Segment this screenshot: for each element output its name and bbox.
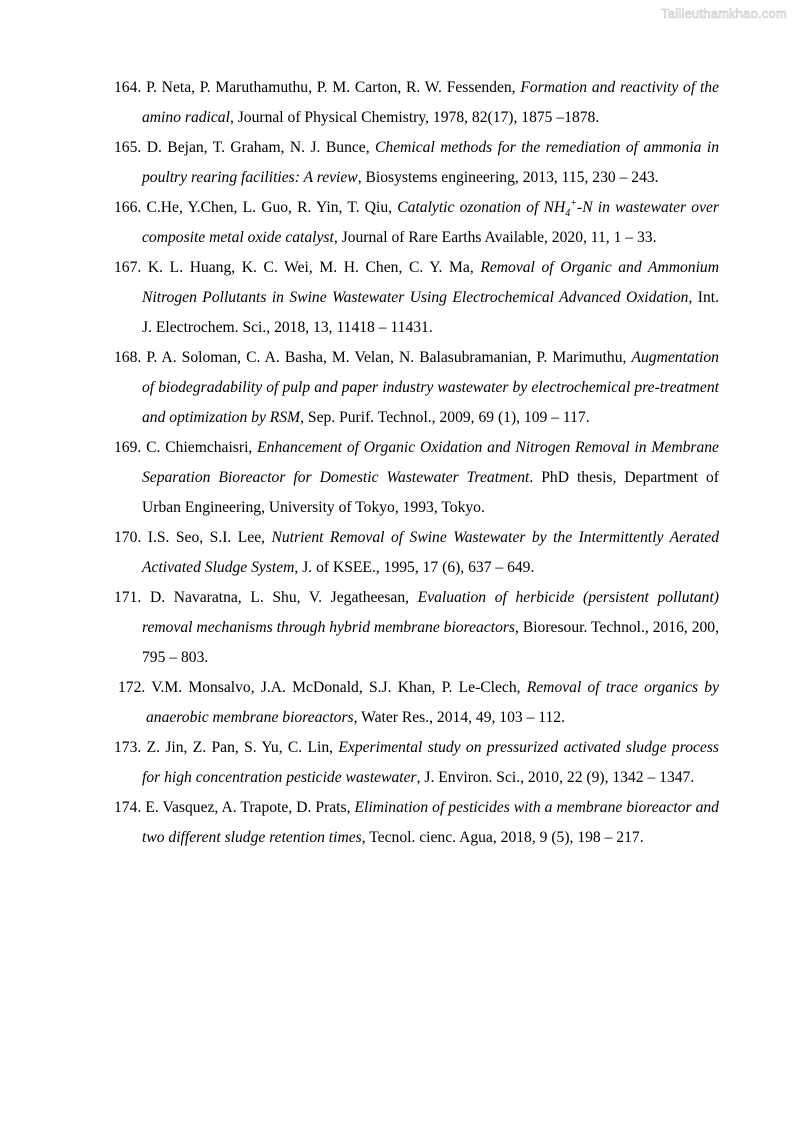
reference-authors: D. Navaratna, L. Shu, V. Jegatheesan, — [149, 589, 418, 606]
reference-title-part: -N in wastewater over composite metal oxide catalyst — [142, 199, 719, 246]
reference-authors: E. Vasquez, A. Trapote, D. Prats, — [145, 799, 355, 816]
reference-authors: C. Chiemchaisri, — [146, 439, 258, 456]
reference-item-167 — [114, 253, 719, 343]
reference-item-171 — [114, 583, 719, 673]
reference-source: , Journal of Rare Earths Available, 2020, 11, 1 – 33. — [333, 229, 657, 246]
reference-title: Experimental study on pressurized activated sludge process for high concentration pesticide wastewater — [142, 739, 719, 786]
reference-item-165 — [114, 133, 719, 193]
reference-authors: Z. Jin, Z. Pan, S. Yu, C. Lin, — [146, 739, 339, 756]
subscript: 4 — [565, 208, 571, 220]
reference-number: 165. — [114, 139, 142, 156]
reference-title: Formation and reactivity of the amino radical — [142, 79, 720, 126]
reference-source: , J. Environ. Sci., 2010, 22 (9), 1342 – 1347. — [416, 769, 695, 786]
reference-title: Evaluation of herbicide (persistent pollutant) removal mechanisms through hybrid membrane bioreactors — [142, 589, 719, 636]
reference-item-173 — [114, 733, 719, 793]
reference-item-168 — [114, 343, 719, 433]
reference-number: 169. — [114, 439, 142, 456]
reference-source: , Water Res., 2014, 49, 103 – 112. — [353, 709, 565, 726]
reference-title-part: Catalytic ozonation of NH — [397, 199, 566, 216]
reference-number: 171. — [114, 589, 142, 606]
reference-authors: K. L. Huang, K. C. Wei, M. H. Chen, C. Y. Ma, — [147, 259, 481, 276]
reference-number: 164. — [114, 79, 142, 96]
reference-title: Removal of Organic and Ammonium Nitrogen Pollutants in Swine Wastewater Using Electrochemical Advanced Oxidation — [142, 259, 719, 306]
reference-title: Removal of trace organics by anaerobic membrane bioreactors — [146, 679, 719, 726]
reference-source: , Tecnol. cienc. Agua, 2018, 9 (5), 198 – 217. — [361, 829, 644, 846]
reference-authors: D. Bejan, T. Graham, N. J. Bunce, — [146, 139, 376, 156]
reference-source: . PhD thesis, Department of Urban Engineering, University of Tokyo, 1993, Tokyo. — [142, 469, 719, 516]
reference-title: Elimination of pesticides with a membrane bioreactor and two different sludge retention times — [142, 799, 719, 846]
reference-title: Augmentation of biodegradability of pulp and paper industry wastewater by electrochemical pre-treatment and optimization by RSM — [142, 349, 719, 426]
reference-item-164 — [114, 73, 719, 133]
reference-title: Nutrient Removal of Swine Wastewater by the Intermittently Aerated Activated Sludge System — [142, 529, 719, 576]
reference-number: 167. — [114, 259, 142, 276]
reference-item-172 — [118, 673, 719, 733]
reference-item-174 — [114, 793, 719, 853]
reference-title: Chemical methods for the remediation of ammonia in poultry rearing facilities: A review — [142, 139, 719, 186]
reference-source: , Int. J. Electrochem. Sci., 2018, 13, 11418 – 11431. — [142, 289, 719, 336]
reference-item-166 — [114, 193, 719, 253]
reference-item-170 — [114, 523, 719, 583]
reference-number: 170. — [114, 529, 142, 546]
reference-source: , Bioresour. Technol., 2016, 200, 795 – 803. — [142, 619, 719, 666]
superscript: + — [570, 197, 577, 209]
reference-list — [114, 73, 719, 853]
reference-source: , J. of KSEE., 1995, 17 (6), 637 – 649. — [294, 559, 535, 576]
reference-source: , Biosystems engineering, 2013, 115, 230 – 243. — [357, 169, 659, 186]
reference-number: 168. — [114, 349, 142, 366]
reference-item-169 — [114, 433, 719, 523]
watermark: Tailieuthamkhao.com — [661, 6, 787, 21]
reference-authors: V.M. Monsalvo, J.A. McDonald, S.J. Khan, P. Le-Clech, — [151, 679, 527, 696]
reference-number: 173. — [114, 739, 142, 756]
reference-authors: P. A. Soloman, C. A. Basha, M. Velan, N. Balasubramanian, P. Marimuthu, — [146, 349, 632, 366]
reference-number: 174. — [114, 799, 142, 816]
reference-authors: C.He, Y.Chen, L. Guo, R. Yin, T. Qiu, — [146, 199, 398, 216]
reference-title: Enhancement of Organic Oxidation and Nitrogen Removal in Membrane Separation Bioreactor for Domestic Wastewater Treatment — [142, 439, 719, 486]
reference-authors: P. Neta, P. Maruthamuthu, P. M. Carton, R. W. Fessenden, — [146, 79, 521, 96]
reference-source: , Journal of Physical Chemistry, 1978, 82(17), 1875 –1878. — [229, 109, 600, 126]
reference-authors: I.S. Seo, S.I. Lee, — [147, 529, 272, 546]
reference-number: 166. — [114, 199, 142, 216]
reference-number: 172. — [118, 679, 146, 696]
reference-source: , Sep. Purif. Technol., 2009, 69 (1), 109 – 117. — [300, 409, 590, 426]
